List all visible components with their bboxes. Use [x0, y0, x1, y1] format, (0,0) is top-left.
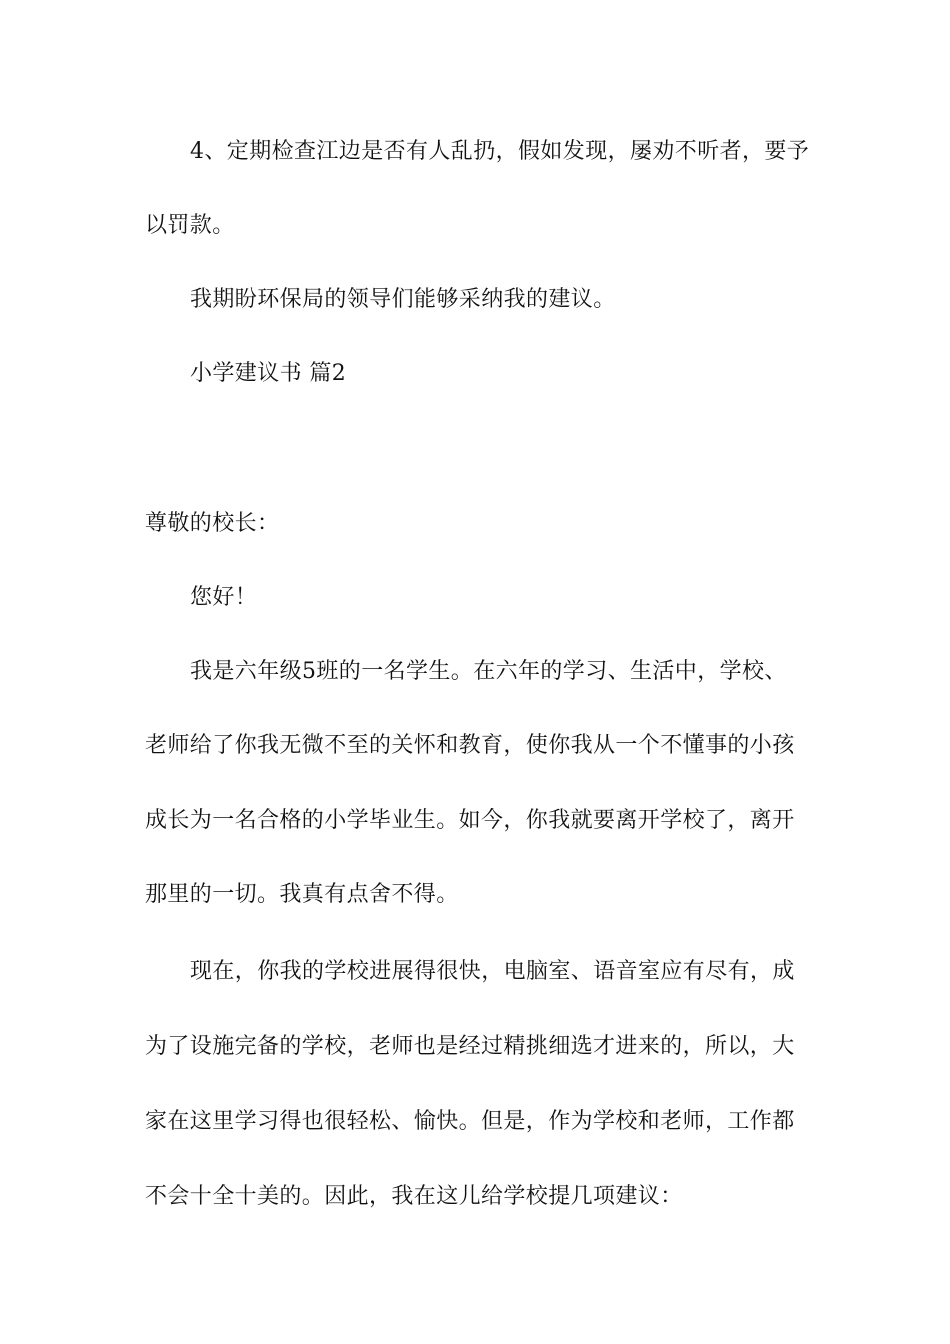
paragraph-line: 不会十全十美的。因此，我在这儿给学校提几项建议： [145, 1184, 683, 1209]
paragraph-line: 我期盼环保局的领导们能够采纳我的建议。 [190, 287, 616, 312]
section-heading: 小学建议书 篇2 [190, 361, 347, 386]
salutation: 尊敬的校长： [145, 511, 280, 536]
paragraph-line: 现在，你我的学校进展得很快，电脑室、语音室应有尽有，成 [190, 959, 795, 984]
paragraph-line: 以罚款。 [145, 213, 235, 238]
paragraph-line: 家在这里学习得也很轻松、愉快。但是，作为学校和老师，工作都 [145, 1109, 795, 1134]
greeting: 您好！ [190, 585, 258, 610]
paragraph-line: 为了设施完备的学校，老师也是经过精挑细选才进来的，所以，大 [145, 1034, 795, 1059]
paragraph-line: 我是六年级5班的一名学生。在六年的学习、生活中，学校、 [190, 659, 787, 684]
paragraph-line: 成长为一名合格的小学毕业生。如今，你我就要离开学校了，离开 [145, 808, 795, 833]
paragraph-line: 那里的一切。我真有点舍不得。 [145, 882, 459, 907]
paragraph-line: 老师给了你我无微不至的关怀和教育，使你我从一个不懂事的小孩 [145, 733, 795, 758]
paragraph-line: 4、定期检查江边是否有人乱扔，假如发现，屡劝不听者，要予 [190, 139, 810, 164]
